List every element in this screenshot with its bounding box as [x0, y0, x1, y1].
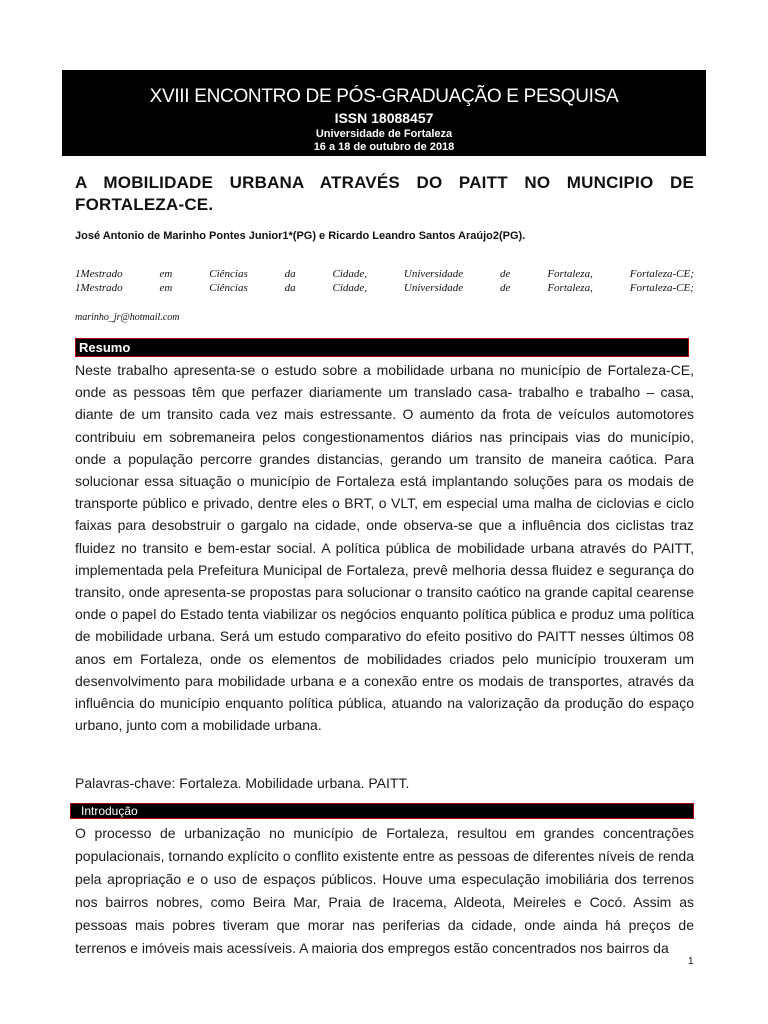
aff-word: de: [500, 268, 511, 280]
aff-word: da: [284, 282, 296, 294]
aff-word: Ciências: [209, 282, 248, 294]
keywords: Palavras-chave: Fortaleza. Mobilidade urbana. PAITT.: [75, 775, 410, 791]
aff-word: Ciências: [209, 268, 248, 280]
aff-word: Fortaleza,: [547, 268, 593, 280]
author-list: José Antonio de Marinho Pontes Junior1*(PG) e Ricardo Leandro Santos Araújo2(PG).: [75, 230, 526, 242]
aff-word: Fortaleza-CE;: [629, 268, 694, 280]
aff-word: em: [159, 268, 173, 280]
issn: ISSN 18088457: [334, 110, 434, 126]
introduction-text: O processo de urbanização no município de Fortaleza, resultou em grandes concentrações populacionais, tornando explícito o conflito existente entre as pessoas de diferentes níveis de renda pela apropriação e o uso de espaços públicos. Houve uma especulação imobiliária dos terrenos nos bairros nobres, como Beira Mar, Praia de Iracema, Aldeota, Meireles e Cocó. Assim as pessoas mais pobres tiveram que morar nas periferias da cidade, onde ainda há preços de terrenos e imóveis mais acessíveis. A maioria dos empregos estão concentrados nos bairros da: [75, 825, 694, 956]
aff-word: Cidade,: [332, 268, 368, 280]
abstract-text: Neste trabalho apresenta-se o estudo sobre a mobilidade urbana no município de Fortaleza-CE, onde as pessoas têm que perfazer diariamente um translado casa- trabalho e trabalho – casa, diante de um transito cada vez mais estressante. O aumento da frota de veículos automotores contribuiu em sobremaneira pelos congestionamentos diários nas principais vias do município, onde a população percorre grandes distancias, gerando um transito de maneira caótica. Para solucionar essa situação o município de Fortaleza está implantando soluções para os modais de transporte público e privado, dentre eles o BRT, o VLT, em especial uma malha de ciclovias e ciclo faixas para desobstruir o gargalo na cidade, onde observa-se que a influência dos ciclistas traz fluidez no transito e bem-estar social. A política pública de mobilidade urbana através do PAITT, implementada pela Prefeitura Municipal de Fortaleza, prevê melhoria dessa fluidez e segurança do transito, onde apresenta-se propostas para solucionar o transito caótico na grande capital cearense onde o papel do Estado tenta viabilizar os negócios enquanto política pública e produz uma política de mobilidade urbana. Será um estudo comparativo do efeito positivo do PAITT nesses últimos 08 anos em Fortaleza, onde os elementos de mobilidades criados pelo município trouxeram um desenvolvimento para mobilidade urbana e a conexão entre os modais de transportes, através da influência do município enquanto política pública, atuando na valorização da produção do espaço urbano, junto com a mobilidade urbana.: [75, 362, 694, 734]
aff-word: 1Mestrado: [75, 282, 123, 294]
page-number: 1: [688, 956, 694, 967]
conference-banner: [62, 70, 706, 156]
section-heading-resumo: Resumo: [75, 338, 689, 357]
aff-word: Fortaleza-CE;: [629, 282, 694, 294]
event-dates: 16 a 18 de outubro de 2018: [313, 141, 455, 153]
university-name: Universidade de Fortaleza: [315, 128, 453, 140]
aff-word: Universidade: [403, 282, 464, 294]
affiliation-line-1: [75, 268, 694, 280]
aff-word: Cidade,: [332, 282, 368, 294]
section-heading-introducao: Introdução: [70, 803, 694, 819]
affiliation-line-2: [75, 282, 694, 294]
aff-word: 1Mestrado: [75, 268, 123, 280]
aff-word: da: [284, 268, 296, 280]
aff-word: Fortaleza,: [547, 282, 593, 294]
aff-word: de: [500, 282, 511, 294]
paper-title: A MOBILIDADE URBANA ATRAVÉS DO PAITT NO MUNCIPIO DE FORTALEZA-CE.: [75, 173, 694, 214]
aff-word: Universidade: [403, 268, 464, 280]
event-title: XVIII ENCONTRO DE PÓS-GRADUAÇÃO E PESQUISA: [149, 86, 619, 107]
contact-email[interactable]: marinho_jr@hotmail.com: [75, 312, 180, 323]
aff-word: em: [159, 282, 173, 294]
